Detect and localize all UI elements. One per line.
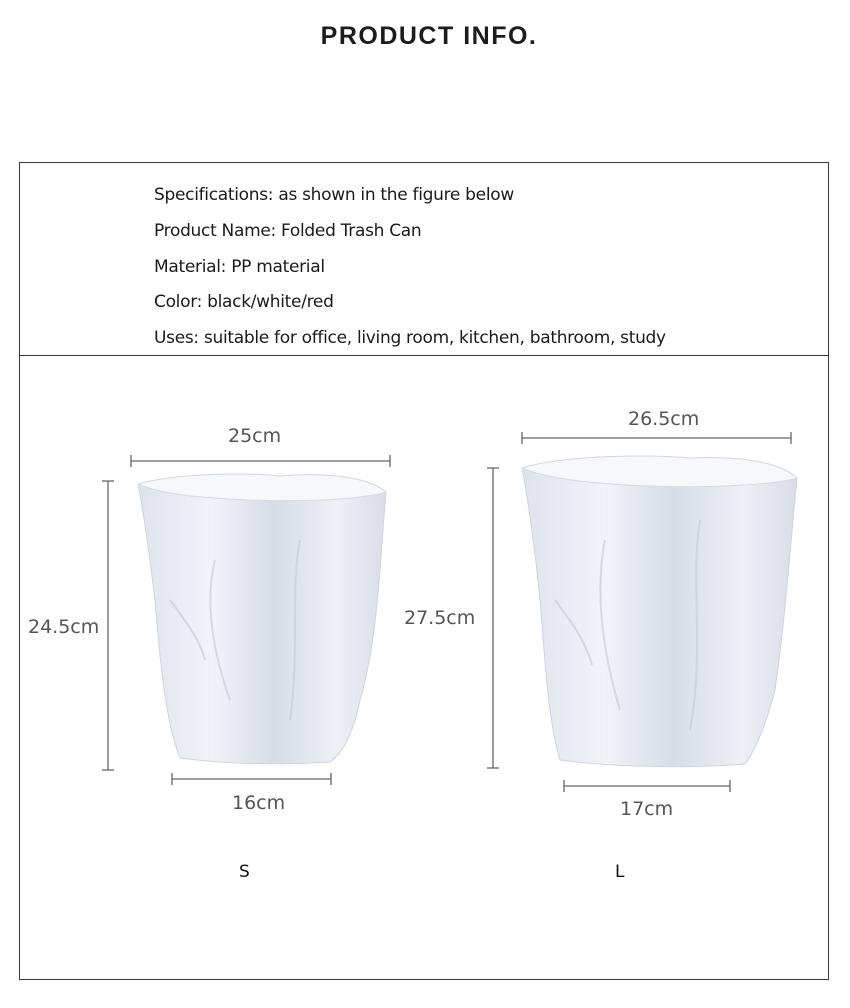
small-bottom-dimension-line <box>172 773 331 785</box>
small-size-label: S <box>239 862 250 882</box>
large-bottom-dimension-line <box>564 780 730 792</box>
spec-specifications: Specifications: as shown in the figure below <box>154 185 514 205</box>
large-top-dimension-line <box>522 432 791 444</box>
large-trash-can-image <box>522 456 797 766</box>
small-height-dimension-line <box>102 481 114 770</box>
large-size-label: L <box>615 862 625 882</box>
small-top-dimension-line <box>131 455 390 467</box>
page-title: PRODUCT INFO. <box>320 22 538 50</box>
small-bottom-width-label: 16cm <box>232 792 286 814</box>
large-top-width-label: 26.5cm <box>628 408 700 430</box>
spec-material: Material: PP material <box>154 256 325 277</box>
spec-color: Color: black/white/red <box>154 292 334 313</box>
spec-product-name: Product Name: Folded Trash Can <box>154 220 422 241</box>
large-height-dimension-line <box>487 468 499 768</box>
spec-uses: Uses: suitable for office, living room, kitchen, bathroom, study <box>154 328 666 349</box>
small-top-width-label: 25cm <box>228 425 282 447</box>
small-trash-can-image <box>138 474 386 764</box>
large-bottom-width-label: 17cm <box>620 798 674 820</box>
large-height-label: 27.5cm <box>404 607 476 629</box>
small-height-label: 24.5cm <box>28 616 100 638</box>
